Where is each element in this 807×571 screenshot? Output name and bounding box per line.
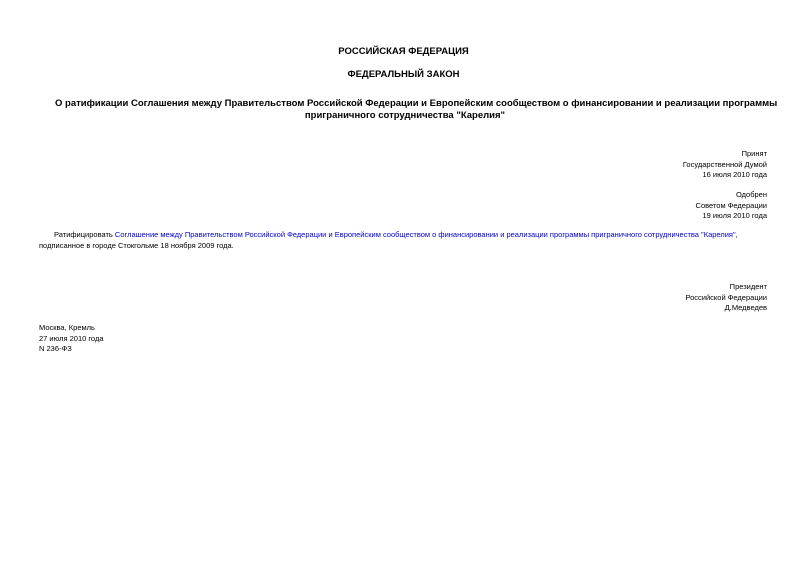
approved-date: 19 июля 2010 года [702,211,767,220]
ratification-suffix: , подписанное в городе Стокгольме 18 ноября 2009 года. [39,230,738,250]
adopted-block [683,149,767,181]
signature-country: Российской Федерации [685,292,767,302]
law-title-line-2: приграничного сотрудничества "Карелия" [304,110,506,121]
law-title [55,98,778,122]
adopted-date: 16 июля 2010 года [702,170,767,179]
country-heading: РОССИЙСКАЯ ФЕДЕРАЦИЯ [338,46,469,57]
approved-body: Советом Федерации [695,200,767,210]
ratification-prefix: Ратифицировать [54,230,115,239]
adopted-label: Принят [741,149,767,158]
signature-block [685,282,767,314]
law-number: N 236-ФЗ [39,344,72,353]
document-type-heading: ФЕДЕРАЛЬНЫЙ ЗАКОН [347,69,460,80]
agreement-link[interactable]: Соглашение между Правительством Российской Федерации и Европейским сообществом о финансировании и реализации программы приграничного сотрудничества "Карелия" [114,230,736,239]
signing-date: 27 июля 2010 года [39,333,104,343]
signing-place: Москва, Кремль [39,323,95,332]
law-title-line-1: О ратификации Соглашения между Правительством Российской Федерации и Европейским сообществом о финансировании и реализации программы [55,98,778,109]
ratification-paragraph [39,230,768,251]
signature-name: Д.Медведев [724,303,767,312]
approved-label: Одобрен [736,190,767,199]
place-date-block [39,323,104,355]
approved-block [696,190,767,222]
signature-title: Президент [729,282,767,291]
adopted-body: Государственной Думой [682,159,767,169]
